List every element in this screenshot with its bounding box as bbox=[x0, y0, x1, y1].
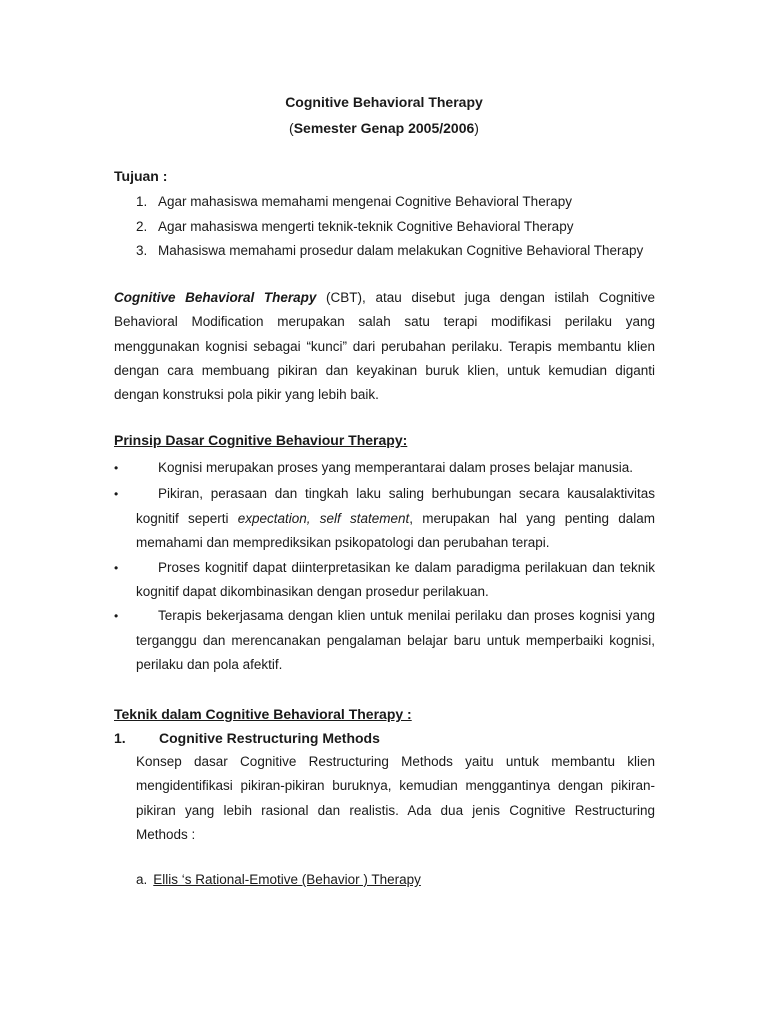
bullet-icon: • bbox=[114, 487, 119, 502]
list-item bbox=[114, 556, 655, 605]
intro-text: (CBT), atau disebut juga dengan istilah Cognitive Behavioral Modification merupakan salah satu terapi modifikasi perilaku yang menggunakan kognisi sebagai “kunci” dari perubahan perilaku. Terapis membantu klien dengan cara membuang pikiran dan keyakinan buruk klien, untuk kemudian diganti dengan konstruksi pola pikir yang lebih baik. bbox=[114, 290, 655, 403]
bullet-text-continued: , merupakan hal yang penting dalam memahami dan memprediksikan psikopatologi dan perubahan terapi. bbox=[136, 510, 655, 551]
teknik-heading: Teknik dalam Cognitive Behavioral Therapy : bbox=[114, 706, 412, 722]
bullet-text: Pikiran, perasaan dan tingkah laku saling berhubungan secara kausalaktivitas kognitif seperti bbox=[136, 486, 655, 526]
bullet-text: Kognisi merupakan proses yang memperantarai dalam proses belajar manusia. bbox=[158, 460, 633, 475]
list-text: Agar mahasiswa mengerti teknik-teknik Cognitive Behavioral Therapy bbox=[158, 218, 574, 234]
subitem-text: Ellis ‘s Rational-Emotive (Behavior ) Therapy bbox=[153, 872, 421, 887]
bullet-icon: • bbox=[114, 609, 119, 624]
list-item bbox=[136, 218, 643, 243]
intro-term: Cognitive Behavioral Therapy bbox=[114, 290, 317, 305]
document-title: Cognitive Behavioral Therapy bbox=[285, 94, 483, 110]
subtitle-open-paren: ( bbox=[289, 120, 294, 136]
subheading-title: Cognitive Restructuring Methods bbox=[159, 730, 380, 746]
prinsip-heading bbox=[114, 432, 407, 448]
tujuan-heading: Tujuan : bbox=[114, 168, 168, 184]
list-item bbox=[114, 456, 655, 480]
prinsip-list bbox=[114, 456, 655, 678]
list-item bbox=[136, 193, 643, 218]
document-subtitle bbox=[0, 120, 768, 136]
list-number: 2. bbox=[136, 218, 148, 234]
intro-paragraph bbox=[114, 286, 655, 407]
subtitle-close-paren: ) bbox=[474, 120, 479, 136]
bullet-text: Proses kognitif dapat diinterpretasikan ke dalam paradigma perilakuan dan teknik kognitif dapat dikombinasikan dengan prosedur perilakuan. bbox=[136, 559, 655, 600]
subitem-letter: a. bbox=[136, 872, 148, 887]
tujuan-list bbox=[136, 193, 643, 267]
prinsip-heading-text: Prinsip Dasar Cognitive Behaviour Therapy: bbox=[114, 432, 408, 448]
list-number: 3. bbox=[136, 243, 148, 258]
teknik-paragraph: Konsep dasar Cognitive Restructuring Methods yaitu untuk membantu klien mengidentifikasi pikiran-pikiran buruknya, kemudian menggantinya dengan pikiran-pikiran yang lebih rasional dan realistis. Ada dua jenis Cognitive Restructuring Methods : bbox=[136, 754, 655, 842]
list-number: 1. bbox=[136, 194, 148, 209]
teknik-subitem bbox=[136, 872, 421, 887]
list-item bbox=[114, 604, 655, 677]
list-text: Mahasiswa memahami prosedur dalam melakukan Cognitive Behavioral Therapy bbox=[158, 243, 644, 258]
bullet-text: Terapis bekerjasama dengan klien untuk menilai perilaku dan proses kognisi yang terganggu dan merencanakan pengalaman belajar baru untuk memperbaiki kognisi, perilaku dan pola afektif. bbox=[136, 608, 655, 673]
bullet-emphasis: expectation, self statement bbox=[237, 510, 410, 526]
teknik-subheading bbox=[114, 730, 380, 746]
bullet-icon: • bbox=[114, 560, 119, 575]
list-text: Agar mahasiswa memahami mengenai Cognitive Behavioral Therapy bbox=[158, 194, 572, 209]
subtitle-text: Semester Genap 2005/2006 bbox=[293, 120, 475, 136]
list-item bbox=[136, 242, 643, 267]
list-item bbox=[114, 482, 655, 555]
subheading-number: 1. bbox=[114, 730, 126, 746]
bullet-icon: • bbox=[114, 461, 119, 475]
